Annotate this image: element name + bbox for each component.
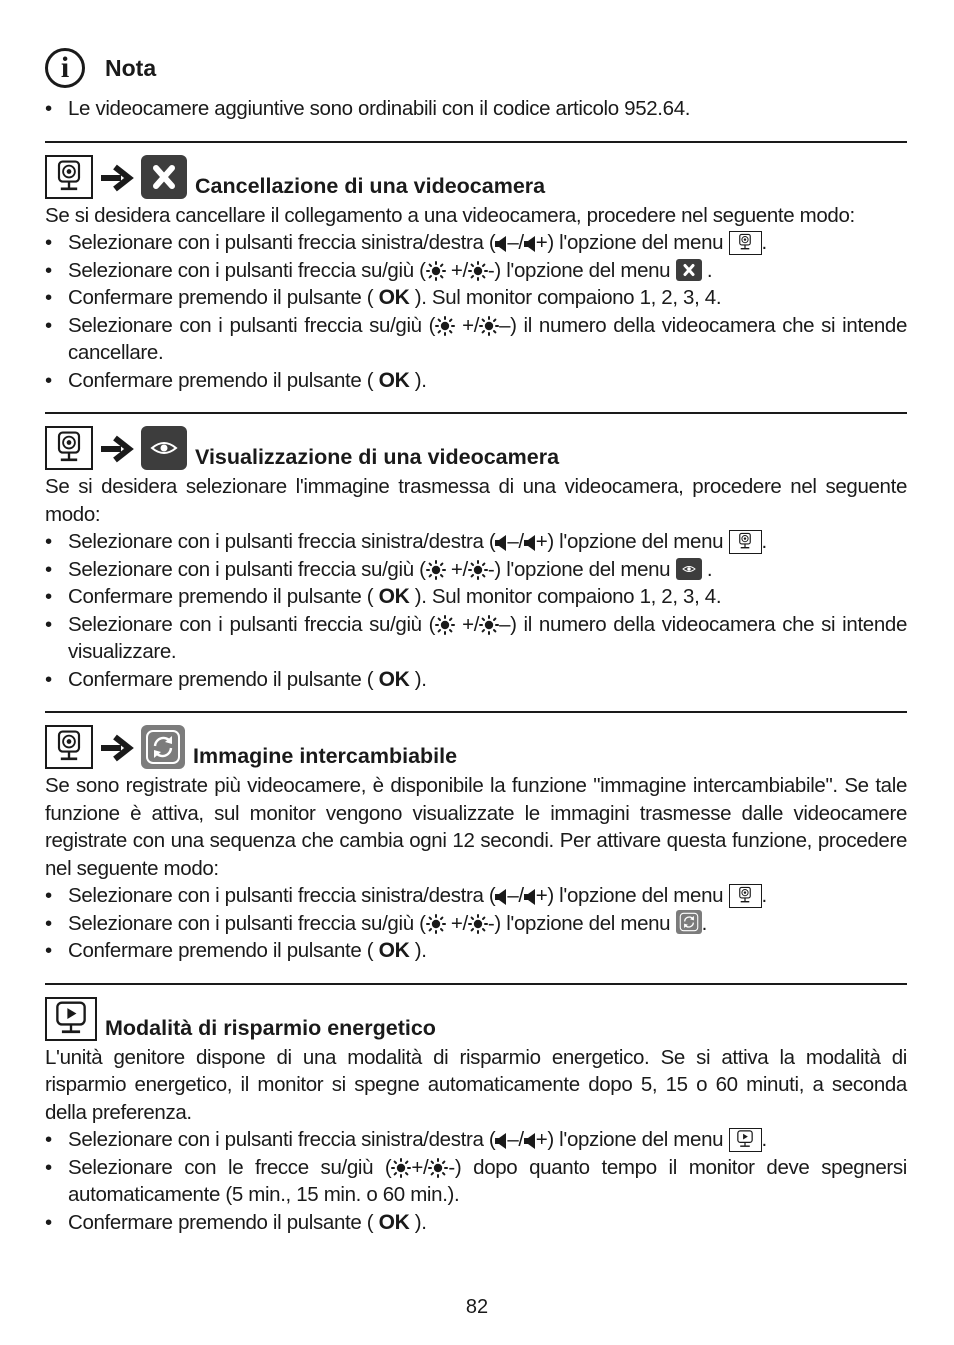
camera-menu-icon	[729, 884, 762, 908]
speaker-icon	[495, 235, 507, 253]
brightness-icon	[428, 1158, 448, 1178]
ok-key-label: OK	[378, 368, 410, 392]
list-item: • Selezionare con i pulsanti freccia su/giù ( +/ -) l'opzione del menu .	[45, 910, 907, 938]
speaker-icon	[495, 1132, 507, 1150]
brightness-icon	[426, 560, 446, 580]
speaker-icon	[495, 534, 507, 552]
note-header	[45, 44, 907, 92]
monitor-play-icon	[45, 997, 97, 1041]
camera-menu-icon	[729, 231, 762, 255]
camera-menu-icon	[45, 725, 93, 769]
list-item: • Confermare premendo il pulsante ( OK ).	[45, 367, 907, 395]
divider	[45, 711, 907, 713]
camera-menu-icon	[45, 155, 93, 199]
divider	[45, 141, 907, 143]
divider	[45, 412, 907, 414]
list-item: • Confermare premendo il pulsante ( OK ). Sul monitor compaiono 1, 2, 3, 4.	[45, 583, 907, 611]
note-title: Nota	[105, 54, 157, 81]
delete-icon	[141, 155, 187, 199]
section-intro: Se si desidera selezionare l'immagine trasmessa di una videocamera, procedere nel seguente modo:	[45, 475, 907, 526]
refresh-icon	[141, 725, 185, 769]
eye-icon	[141, 426, 187, 470]
list-item: • Selezionare con le frecce su/giù ( +/ -) dopo quanto tempo il monitor deve spegnersi automaticamente (5 min., 15 min. o 60 min.).	[45, 1154, 907, 1209]
list-item: • Selezionare con i pulsanti freccia su/giù ( +/ -) l'opzione del menu .	[45, 556, 907, 584]
brightness-icon	[435, 615, 455, 635]
brightness-icon	[391, 1158, 411, 1178]
list-item: • Le videocamere aggiuntive sono ordinabili con il codice articolo 952.64.	[45, 95, 907, 123]
brightness-icon	[468, 261, 488, 281]
arrow-right-icon	[99, 434, 135, 464]
ok-key-label: OK	[378, 585, 410, 608]
brightness-icon	[468, 914, 488, 934]
list-item: • Selezionare con i pulsanti freccia su/giù ( +/ -) l'opzione del menu .	[45, 257, 907, 285]
list-item: • Selezionare con i pulsanti freccia su/giù ( +/ –) il numero della videocamera che si intende visualizzare.	[45, 611, 907, 666]
section-title: Immagine intercambiabile	[193, 744, 458, 768]
brightness-icon	[435, 316, 455, 336]
note-list	[45, 95, 907, 123]
page-number: 82	[465, 1296, 489, 1318]
list-item: • Selezionare con i pulsanti freccia sinistra/destra ( –/ +) l'opzione del menu .	[45, 528, 907, 556]
list-item: • Confermare premendo il pulsante ( OK ).	[45, 666, 907, 694]
list-item: • Selezionare con i pulsanti freccia sinistra/destra ( –/ +) l'opzione del menu .	[45, 882, 907, 910]
refresh-icon	[676, 910, 702, 934]
brightness-icon	[468, 560, 488, 580]
camera-menu-icon	[45, 426, 93, 470]
speaker-icon	[524, 1132, 536, 1150]
section-intro: Se sono registrate più videocamere, è disponibile la funzione "immagine intercambiabile". Se tale funzione è attiva, sul monitor vengono visualizzate le immagini trasmesse dalle videocamere registrate con una sequenza che cambia ogni 12 secondi. Per attivare questa funzione, procedere nel seguente modo:	[45, 774, 907, 880]
speaker-icon	[524, 235, 536, 253]
arrow-right-icon	[99, 163, 135, 193]
list-item: • Confermare premendo il pulsante ( OK ). Sul monitor compaiono 1, 2, 3, 4.	[45, 284, 907, 312]
section-intro: Se si desidera cancellare il collegamento a una videocamera, procedere nel seguente modo:	[45, 203, 855, 227]
section-title: Visualizzazione di una videocamera	[195, 445, 560, 469]
eye-icon	[676, 558, 702, 580]
camera-menu-icon	[729, 530, 762, 554]
delete-icon	[676, 259, 702, 281]
section-title: Modalità di risparmio energetico	[105, 1015, 436, 1040]
ok-key-label: OK	[378, 1210, 410, 1234]
list-item: • Selezionare con i pulsanti freccia sinistra/destra ( –/ +) l'opzione del menu .	[45, 1126, 907, 1154]
section-header-delete	[45, 151, 907, 199]
instruction-list	[45, 528, 907, 693]
brightness-icon	[479, 316, 499, 336]
speaker-icon	[524, 534, 536, 552]
ok-key-label: OK	[378, 939, 410, 962]
section-header-power-saving	[45, 993, 907, 1041]
ok-key-label: OK	[378, 667, 410, 691]
info-icon: i	[45, 48, 85, 88]
ok-key-label: OK	[378, 286, 410, 309]
instruction-list	[45, 229, 907, 394]
speaker-icon	[495, 888, 507, 906]
list-item: • Confermare premendo il pulsante ( OK ).	[45, 937, 907, 965]
arrow-right-icon	[99, 733, 135, 763]
section-header-view	[45, 422, 907, 470]
monitor-play-icon	[729, 1128, 762, 1152]
brightness-icon	[426, 261, 446, 281]
section-header-switch	[45, 721, 907, 769]
speaker-icon	[524, 888, 536, 906]
section-title: Cancellazione di una videocamera	[195, 173, 546, 198]
brightness-icon	[479, 615, 499, 635]
divider	[45, 983, 907, 985]
list-item: • Confermare premendo il pulsante ( OK ).	[45, 1209, 907, 1237]
instruction-list	[45, 882, 907, 965]
list-item: • Selezionare con i pulsanti freccia sinistra/destra ( –/ +) l'opzione del menu .	[45, 229, 907, 257]
section-intro: L'unità genitore dispone di una modalità di risparmio energetico. Se si attiva la modalità di risparmio energetico, il monitor si spegne automaticamente dopo 5, 15 o 60 minuti, a seconda della preferenza.	[45, 1045, 907, 1124]
list-item: • Selezionare con i pulsanti freccia su/giù ( +/ –) il numero della videocamera che si intende cancellare.	[45, 312, 907, 367]
brightness-icon	[426, 914, 446, 934]
instruction-list	[45, 1126, 907, 1236]
